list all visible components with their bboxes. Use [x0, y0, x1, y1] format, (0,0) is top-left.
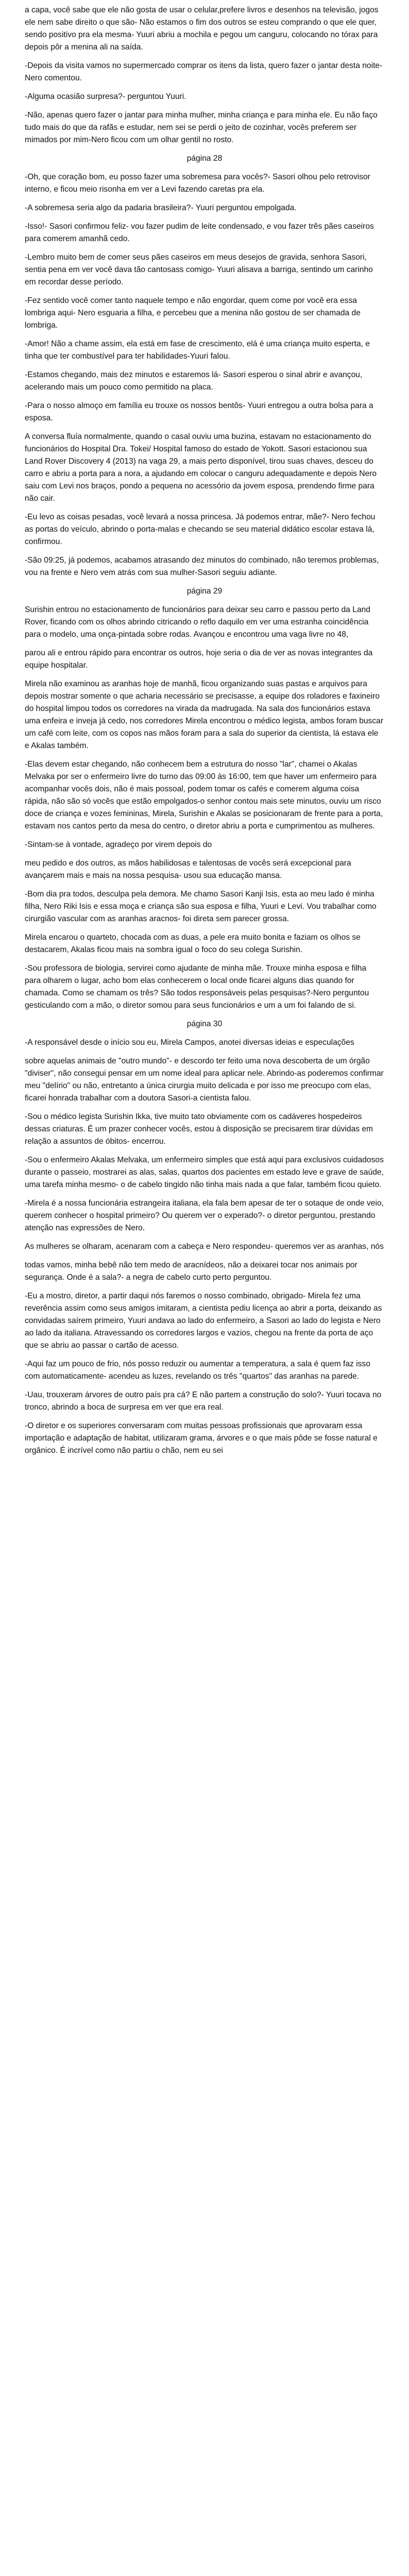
paragraph: todas vamos, minha bebê não tem medo de aracnídeos, não a deixarei tocar nos animais por segurança. Onde é a sala?- a negra de cabelo curto perto perguntou. — [25, 1261, 357, 1282]
paragraph: -Fez sentido você comer tanto naquele tempo e não engordar, quem come por você era essa lombriga aqui- Nero esguaria a filha, e percebeu que a menina não gostou de ser chamada de lombriga. — [25, 296, 361, 330]
paragraph: -Depois da visita vamos no supermercado comprar os itens da lista, quero fazer o jantar desta noite-Nero comentou. — [25, 61, 383, 82]
paragraph: -A sobremesa seria algo da padaria brasileira?- Yuuri perguntou empolgada. — [25, 204, 297, 212]
paragraph: -Uau, trouxeram árvores de outro país pra cá? E não partem a construção do solo?- Yuuri tocava no tronco, abrindo a boca de surpresa em ver que era real. — [25, 1391, 382, 1412]
paragraph: Mirela encarou o quarteto, chocada com as duas, a pele era muito bonita e faziam os olhos se destacarem, Akalas ficou mais na sombra igual o foco do seu colega Surishin. — [25, 933, 361, 954]
paragraph: -Sou professora de biologia, servirei como ajudante de minha mãe. Trouxe minha esposa e filha para olharem o lugar, acho bom elas conhecerem o local onde ficarei alguns dias quando for chamada. Como se chamam os três? São todos responsáveis pelas pesquisas?-Nero perguntou gesticulando com a mão, o diretor somou para seus funcionários e um a um foi falando de si. — [25, 964, 369, 1010]
paragraph: -Elas devem estar chegando, não conhecem bem a estrutura do nosso "lar", chamei o Akalas Melvaka por ser o enfermeiro livre do turno das 09:00 às 16:00, tem que haver um enfermeiro para acompanhar vocês dois, não é mais possoal, podem tomar os cafés e comerem alguma coisa rápida, não são só vocês que estão empolgados-o senhor contou mais sete minutos, ouviu um risco doce de criança e vozes femininas, Mirela, Surishin e Akalas se posicionaram de frente para a porta, estavam nos cantos perto da mesa do centro, o diretor abriu a porta e cumprimentou as mulheres. — [25, 760, 383, 831]
paragraph: -Mirela é a nossa funcionária estrangeira italiana, ela fala bem apesar de ter o sotaque de onde veio, querem conhecer o hospital primeiro? Ou querem ver o experado?- o diretor perguntou, prestando atenção nas expressões de Nero. — [25, 1199, 384, 1232]
page-number: página 30 — [186, 1020, 223, 1028]
paragraph: -Lembro muito bem de comer seus pães caseiros em meus desejos de gravida, senhora Sasori, sentia pena em ver você dava tão cantosass comigo- Yuuri alisava a barriga, sentindo um carinho em recordar desse período. — [25, 253, 373, 286]
page-number: página 29 — [186, 587, 223, 596]
paragraph: -Não, apenas quero fazer o jantar para minha mulher, minha criança e para minha ele. Eu não faço tudo mais do que da rafãs e estudar, nem sei se perdi o jeito de cozinhar, vocês preferem ser mimados por mim-Nero ficou com um olhar gentil no rosto. — [25, 111, 378, 144]
paragraph: -Eu a mostro, diretor, a partir daqui nós faremos o nosso combinado, obrigado- Mirela fez uma reverência assim como seus amigos imitaram, a cientista pediu licença ao abrir a porta, deixando as convidadas saírem primeiro, Yuuri andava ao lado do enfermeiro, a Sasori ao lado do legista e Nero ao lado da italiana. Atravessando os corredores largos e vazios, chegou na frente da porta de aço que se abriu ao passar o cartão de acesso. — [25, 1292, 382, 1350]
paragraph: -Alguma ocasião surpresa?- perguntou Yuuri. — [25, 92, 186, 101]
paragraph: -Isso!- Sasori confirmou feliz- vou fazer pudim de leite condensado, e vou fazer três pães caseiros para comerem amanhã cedo. — [25, 222, 374, 243]
paragraph: -O diretor e os superiores conversaram com muitas pessoas profissionais que aprovaram essa importação e adaptação de habitat, utilizaram grama, árvores e o que mais pôde se fosse natural e orgânico. É incrível como não partiu o chão, nem eu sei — [25, 1421, 378, 1455]
paragraph: -Amor! Não a chame assim, ela está em fase de crescimento, elá é uma criança muito esperta, e tinha que ter combustível para ter habilidades-Yuuri falou. — [25, 340, 370, 361]
paragraph: -Bom dia pra todos, desculpa pela demora. Me chamo Sasori Kanji Isis, esta ao meu lado é minha filha, Nero Riki Isis e essa moça e criança são sua esposa e filha, Yuuri e Levi. Vou trabalhar como cirurgião vascular com as aranhas aracnos- foi direta sem parecer grossa. — [25, 890, 377, 923]
paragraph: Surishin entrou no estacionamento de funcionários para deixar seu carro e passou perto da Land Rover, ficando com os olhos abrindo citricando o reflo daquilo em ver uma estranha coincidência para o modelo, uma onça-pintada sobre rodas. Avançou e encontrou uma vaga livre no 48, — [25, 605, 370, 639]
paragraph: -A responsável desde o início sou eu, Mirela Campos, anotei diversas ideias e especulações — [25, 1038, 354, 1047]
paragraph: A conversa fluía normalmente, quando o casal ouviu uma buzina, estavam no estacionamento do funcionários do Hospital Dra. Tokei/ Hospital famoso do estado de Yokott. Sasori estacionou sua Land Rover Discovery 4 (2013) na vaga 29, a mais perto disponível, tirou suas chaves, desceu do carro e abriu a porta para a nora, a ajudando em colocar o canguru adequadamente e depois Nero saiu com Levi nos braços, pondo a pequena no acessório da jovem esposa, prendendo firme para não cair. — [25, 432, 377, 503]
paragraph: parou ali e entrou rápido para encontrar os outros, hoje seria o dia de ver as novas integrantes da equipe hospitalar. — [25, 649, 373, 670]
paragraph: As mulheres se olharam, acenaram com a cabeça e Nero respondeu- queremos ver as aranhas, nós — [25, 1242, 384, 1251]
page-number: página 28 — [186, 154, 223, 163]
paragraph: -Estamos chegando, mais dez minutos e estaremos lá- Sasori esperou o sinal abrir e avançou, acelerando mais um pouco como permitido na placa. — [25, 370, 363, 392]
paragraph: -Oh, que coração bom, eu posso fazer uma sobremesa para vocês?- Sasori olhou pelo retrovisor interno, e ficou meio risonha em ver a Levi fazendo caretas pra ela. — [25, 173, 370, 194]
paragraph: -Para o nosso almoço em família eu trouxe os nossos bentôs- Yuuri entregou a outra bolsa para a esposa. — [25, 401, 373, 422]
paragraph: Mirela não examinou as aranhas hoje de manhã, ficou organizando suas pastas e arquivos para depois mostrar somente o que acharia necessário se precisasse, a equipe dos roladores e faxineiro do hospital limpou todos os corredores na virada da madrugada. Na sala dos funcionários estava uma enfeira e inveja já cedo, nos corredores Mirela encontrou o médico legista, ambos foram buscar um café com leite, com os copos nas mãos foram para a sala do superior da cientista, lá estava ele e Akalas também. — [25, 680, 384, 750]
paragraph: -Sou o enfermeiro Akalas Melvaka, um enfermeiro simples que está aqui para exclusivos cuidadosos durante o passeio, mostrarei as alas, salas, quartos dos pacientes em estado leve e grave de saúde, uma tarefa minha mesmo- o de cabelo tingido não tinha mais nada a que falar, também ficou quieto. — [25, 1156, 384, 1189]
paragraph: -Aqui faz um pouco de frio, nós posso reduzir ou aumentar a temperatura, a sala é quem faz isso com automaticamente- acendeu as luzes, revelando os três "quartos" das aranhas na parede. — [25, 1360, 370, 1381]
paragraph: sobre aquelas animais de "outro mundo"- e descordo ter feito uma nova descoberta de um órgão "diviser", não consegui pensar em um nome ideal para aplicar nele. Abrindo-as poderemos confirmar meu "delírio" ou não, entretanto a única cirurgia muito delicada e por isso me preocupo com elas, ficarei honrada trabalhar com a doutora Sasori-a cientista falou. — [25, 1057, 384, 1103]
paragraph: -São 09:25, já podemos, acabamos atrasando dez minutos do combinado, não teremos problemas, vou na frente e Nero vem atrás com sua mulher-Sasori seguiu adiante. — [25, 556, 379, 577]
paragraph: -Eu levo as coisas pesadas, você levará a nossa princesa. Já podemos entrar, mãe?- Nero fechou as portas do veículo, abrindo o porta-malas e checando se seu material didático escolar estava lá, confirmou. — [25, 513, 376, 546]
paragraph: -Sintam-se à vontade, agradeço por virem depois do — [25, 840, 212, 849]
paragraph: a capa, você sabe que ele não gosta de usar o celular,prefere livros e desenhos na televisão, jogos ele nem sabe direito o que são- Não estamos o fim dos outros se esteu comprando o que ele quer, sendo positivo pra ela mesma- Yuuri abriu a mochila e pegou um canguru, colocando no tórax para depois pôr a menina ali na saída. — [25, 6, 379, 52]
paragraph: -Sou o médico legista Surishin Ikka, tive muito tato obviamente com os cadáveres hospedeiros dessas criaturas. É um prazer conhecer vocês, estou à disposição se precisarem tirar dúvidas em relação a assuntos de óbitos- encerrou. — [25, 1112, 373, 1146]
paragraph: meu pedido e dos outros, as mãos habilidosas e talentosas de vocês será excepcional para avançarem mais e mais na nossa pesquisa- usou sua educação mansa. — [25, 859, 351, 880]
